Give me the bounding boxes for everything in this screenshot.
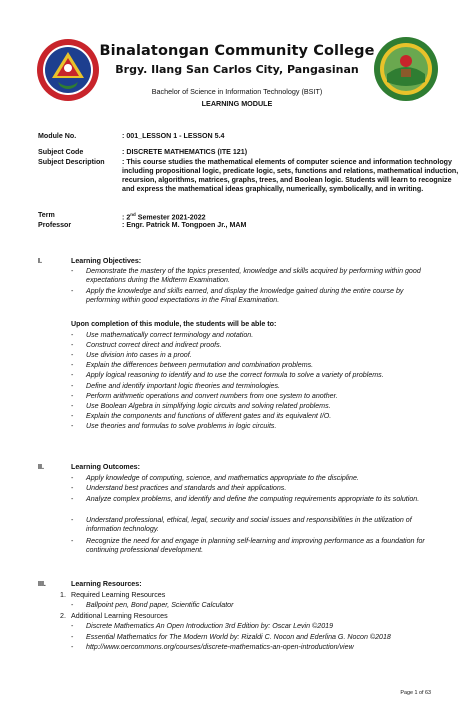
bullet-dash: -	[71, 474, 74, 482]
subject-code-label: Subject Code	[38, 148, 84, 156]
module-no-label: Module No.	[38, 132, 77, 140]
resource-number: 1.	[60, 591, 66, 599]
list-item: Analyze complex problems, and identify and define the computing requirements appropriate to its solution.	[86, 495, 420, 503]
module-title: LEARNING MODULE	[201, 99, 273, 108]
resource-number: 2.	[60, 612, 66, 620]
list-item: Use Boolean Algebra in simplifying logic circuits and solving related problems.	[86, 402, 331, 410]
list-item: Use division into cases in a proof.	[86, 351, 192, 359]
list-item: Use mathematically correct terminology and notation.	[86, 331, 254, 339]
list-item: Construct correct direct and indirect proofs.	[86, 341, 222, 349]
bullet-dash: -	[71, 351, 74, 359]
professor-label: Professor	[38, 221, 72, 229]
list-item: Discrete Mathematics An Open Introduction 3rd Edition by: Oscar Levin ©2019	[86, 622, 334, 630]
resource-title: Required Learning Resources	[71, 591, 166, 599]
college-address: Brgy. Ilang San Carlos City, Pangasinan	[115, 63, 359, 76]
list-item: Explain the components and functions of different gates and its equivalent I/O.	[86, 412, 332, 420]
bullet-dash: -	[71, 495, 74, 503]
bullet-dash: -	[71, 537, 74, 545]
bullet-dash: -	[71, 633, 74, 641]
bullet-dash: -	[71, 484, 74, 492]
list-item: Apply logical reasoning to identify and to use the correct formula to solve a variety of problems.	[86, 371, 384, 379]
bullet-dash: -	[71, 267, 74, 275]
bullet-dash: -	[71, 516, 74, 524]
subject-desc-value: : This course studies the mathematical elements of computer science and information technology including propositional logic, predicate logic, sets, functions and relations, mathematical induction, recursion, algorithms, matrices, graphs, trees, and Boolean logic. Students will learn to recognize and express the mathematical ideas graphically, numerically, symbolically, and in writing.	[122, 158, 459, 193]
list-item: Use theories and formulas to solve problems in logic circuits.	[86, 422, 277, 430]
bullet-dash: -	[71, 361, 74, 369]
bullet-dash: -	[71, 601, 74, 609]
bullet-dash: -	[71, 622, 74, 630]
resource-title: Additional Learning Resources	[71, 612, 168, 620]
list-item: Understand best practices and standards and their applications.	[86, 484, 287, 492]
list-item: Perform arithmetic operations and convert numbers from one system to another.	[86, 392, 338, 400]
program-name: Bachelor of Science in Information Technology (BSIT)	[151, 87, 323, 96]
section-title: Learning Objectives:	[71, 257, 142, 265]
section-title: Learning Resources:	[71, 580, 142, 588]
list-item: Essential Mathematics for The Modern World by: Rizaldi C. Nocon and Ederlina G. Nocon ©2018	[86, 633, 391, 641]
term-label: Term	[38, 211, 55, 219]
section-number: II.	[38, 463, 44, 471]
bullet-dash: -	[71, 287, 74, 295]
subject-code-value: : DISCRETE MATHEMATICS (ITE 121)	[122, 148, 248, 156]
section-title: Learning Outcomes:	[71, 463, 140, 471]
link-item[interactable]: http://www.oercommons.org/courses/discrete-mathematics-an-open-introduction/view	[86, 643, 354, 651]
list-item: Recognize the need for and engage in planning self-learning and improving performance as a foundation for continuing professional development.	[86, 537, 425, 555]
bullet-dash: -	[71, 402, 74, 410]
subject-desc-label: Subject Description	[38, 158, 105, 166]
list-item: Define and identify important logic theories and terminologies.	[86, 382, 281, 390]
list-item: Apply the knowledge and skills earned, and display the knowledge gained during the entire course by performing within good expectations in the Final Examination.	[86, 287, 404, 305]
list-item: Apply knowledge of computing, science, and mathematics appropriate to the discipline.	[86, 474, 359, 482]
section-number: III.	[38, 580, 46, 588]
subheading: Upon completion of this module, the students will be able to:	[71, 320, 277, 328]
list-item: Explain the differences between permutation and combination problems.	[86, 361, 314, 369]
professor-value: : Engr. Patrick M. Tongpoen Jr., MAM	[122, 221, 247, 229]
bullet-dash: -	[71, 382, 74, 390]
list-item: Ballpoint pen, Bond paper, Scientific Calculator	[86, 601, 234, 609]
module-no-value: : 001_LESSON 1 - LESSON 5.4	[122, 132, 225, 140]
bullet-dash: -	[71, 371, 74, 379]
section-number: I.	[38, 257, 42, 265]
college-name: Binalatongan Community College	[99, 43, 375, 59]
term-value: : 2nd Semester 2021-2022	[122, 212, 206, 222]
list-item: Understand professional, ethical, legal, security and social issues and responsibilities in the utilization of information technology.	[86, 516, 412, 534]
page-number: Page 1 of 63	[400, 690, 431, 696]
bullet-dash: -	[71, 331, 74, 339]
bullet-dash: -	[71, 422, 74, 430]
bullet-dash: -	[71, 392, 74, 400]
list-item: Demonstrate the mastery of the topics presented, knowledge and skills acquired by performing within good expectations during the Midterm Examination.	[86, 267, 421, 285]
bullet-dash: -	[71, 412, 74, 420]
bullet-dash: -	[71, 341, 74, 349]
bullet-dash: -	[71, 643, 74, 651]
